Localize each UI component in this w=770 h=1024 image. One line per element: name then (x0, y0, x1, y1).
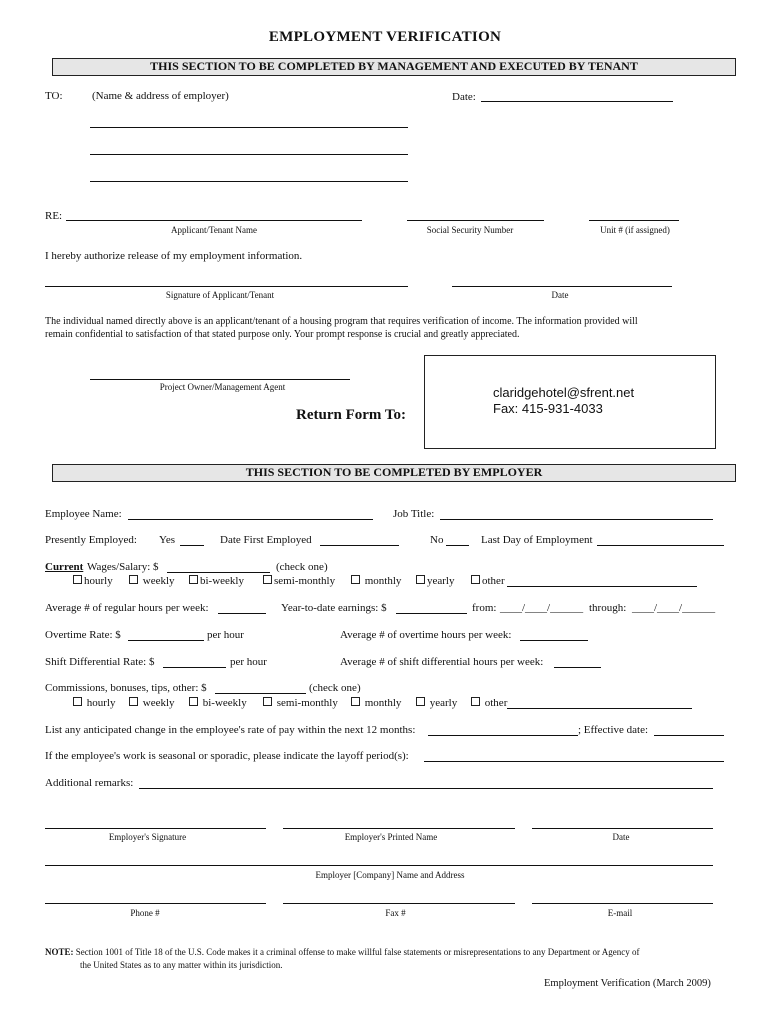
checkbox-icon (129, 575, 138, 584)
return-email: claridgehotel@sfrent.net (493, 385, 635, 400)
date-first-label: Date First Employed (220, 534, 312, 546)
to-hint: (Name & address of employer) (92, 90, 229, 102)
yes-label: Yes (159, 534, 176, 546)
job-title-label: Job Title: (393, 508, 435, 520)
seasonal-label: If the employee's work is seasonal or sporadic, please indicate the layoff period(s): (45, 750, 409, 762)
note-label: NOTE: (45, 947, 74, 957)
employer-company-caption: Employer [Company] Name and Address (315, 870, 465, 880)
applicant-name-field[interactable] (66, 220, 362, 221)
avg-hours-label: Average # of regular hours per week: (45, 602, 209, 614)
no-field[interactable] (446, 545, 469, 546)
through-label: through: (589, 602, 627, 614)
through-date-field[interactable]: ____/____/______ (632, 602, 716, 614)
checkbox-icon (263, 575, 272, 584)
employer-address-line-3[interactable] (90, 181, 408, 182)
shift-rate-label: Shift Differential Rate: $ (45, 656, 155, 668)
to-label: TO: (45, 90, 63, 102)
checkbox-icon (73, 697, 82, 706)
email-caption: E-mail (607, 908, 633, 918)
applicant-signature-field[interactable] (45, 286, 408, 287)
authorize-text: I hereby authorize release of my employment information. (45, 250, 303, 262)
avg-shift-label: Average # of shift differential hours per week: (340, 656, 544, 668)
note-line-1 (45, 947, 639, 957)
date-field[interactable] (481, 101, 673, 102)
notice-line-2: remain confidential to satisfaction of that stated purpose only. Your prompt response is crucial and greatly appreciated. (45, 329, 520, 340)
wages-yearly-option[interactable]: yearly (416, 575, 454, 587)
presently-employed-label: Presently Employed: (45, 534, 137, 546)
return-label: Return Form To: (296, 407, 406, 423)
comm-biweekly-option[interactable]: bi-weekly (189, 697, 247, 709)
checkbox-icon (471, 575, 480, 584)
current-label: Current (45, 561, 84, 573)
wages-label: Wages/Salary: $ (87, 561, 159, 573)
wages-hourly-option[interactable]: hourly (73, 575, 113, 587)
effective-label: ; Effective date: (578, 724, 649, 736)
re-label: RE: (45, 210, 63, 222)
avg-overtime-label: Average # of overtime hours per week: (340, 629, 512, 641)
employer-signature-field[interactable] (45, 828, 266, 829)
note-text-1: Section 1001 of Title 18 of the U.S. Code makes it a criminal offense to make willful false statements or misrepresentations to any Department or Agency of (75, 947, 640, 957)
wages-other-field[interactable] (507, 586, 697, 587)
unit-caption: Unit # (if assigned) (600, 225, 670, 235)
return-fax: Fax: 415-931-4033 (493, 401, 603, 416)
wages-field[interactable] (167, 572, 270, 573)
checkbox-icon (351, 575, 360, 584)
overtime-per-hour: per hour (207, 629, 244, 641)
wages-monthly-option[interactable]: monthly (351, 575, 401, 587)
comm-yearly-option[interactable]: yearly (416, 697, 457, 709)
effective-date-field[interactable] (654, 735, 724, 736)
employee-name-field[interactable] (128, 519, 373, 520)
phone-field[interactable] (45, 903, 266, 904)
comm-weekly-option[interactable]: weekly (129, 697, 175, 709)
avg-shift-field[interactable] (554, 667, 601, 668)
fax-field[interactable] (283, 903, 515, 904)
owner-signature-field[interactable] (90, 379, 350, 380)
applicant-caption: Applicant/Tenant Name (170, 225, 258, 235)
date-caption: Date (551, 290, 569, 300)
employer-date-caption: Date (612, 832, 630, 842)
shift-per-hour: per hour (230, 656, 267, 668)
wages-semimonthly-option[interactable]: semi-monthly (263, 575, 335, 587)
checkbox-icon (416, 575, 425, 584)
remarks-field[interactable] (139, 788, 713, 789)
checkbox-icon (263, 697, 272, 706)
ssn-caption: Social Security Number (426, 225, 514, 235)
comm-semimonthly-option[interactable]: semi-monthly (263, 697, 338, 709)
section2-header: THIS SECTION TO BE COMPLETED BY EMPLOYER (52, 464, 736, 482)
overtime-rate-field[interactable] (128, 640, 204, 641)
avg-overtime-field[interactable] (520, 640, 588, 641)
return-address-box (424, 355, 716, 449)
applicant-signature-date-field[interactable] (452, 286, 672, 287)
avg-hours-field[interactable] (218, 613, 266, 614)
footer-text: Employment Verification (March 2009) (544, 978, 711, 989)
employer-date-field[interactable] (532, 828, 713, 829)
from-label: from: (472, 602, 497, 614)
commissions-label: Commissions, bonuses, tips, other: $ (45, 682, 207, 694)
form-title: EMPLOYMENT VERIFICATION (268, 29, 502, 45)
remarks-label: Additional remarks: (45, 777, 134, 789)
unit-field[interactable] (589, 220, 679, 221)
check-one-label: (check one) (276, 561, 328, 573)
employer-printed-caption: Employer's Printed Name (344, 832, 438, 842)
comm-other-field[interactable] (507, 708, 692, 709)
comm-other-option[interactable]: other (471, 697, 507, 709)
last-day-field[interactable] (597, 545, 724, 546)
checkbox-icon (129, 697, 138, 706)
owner-caption: Project Owner/Management Agent (159, 382, 286, 392)
from-date-field[interactable]: ____/____/______ (500, 602, 584, 614)
comm-monthly-option[interactable]: monthly (351, 697, 401, 709)
employer-signature-caption: Employer's Signature (108, 832, 187, 842)
phone-caption: Phone # (130, 908, 160, 918)
ssn-field[interactable] (407, 220, 544, 221)
wages-weekly-option[interactable]: weekly (129, 575, 175, 587)
seasonal-field[interactable] (424, 761, 724, 762)
checkbox-icon (416, 697, 425, 706)
employer-printed-field[interactable] (283, 828, 515, 829)
commissions-check-one: (check one) (309, 682, 361, 694)
ytd-label: Year-to-date earnings: $ (281, 602, 387, 614)
overtime-rate-label: Overtime Rate: $ (45, 629, 121, 641)
no-label: No (430, 534, 444, 546)
fax-caption: Fax # (385, 908, 406, 918)
wages-other-option[interactable]: other (471, 575, 505, 587)
email-field[interactable] (532, 903, 713, 904)
ytd-field[interactable] (396, 613, 467, 614)
checkbox-icon (351, 697, 360, 706)
date-label: Date: (452, 91, 476, 103)
job-title-field[interactable] (440, 519, 713, 520)
section1-header: THIS SECTION TO BE COMPLETED BY MANAGEMENT AND EXECUTED BY TENANT (52, 58, 736, 76)
employer-address-line-1[interactable] (90, 127, 408, 128)
checkbox-icon (471, 697, 480, 706)
change-label: List any anticipated change in the employee's rate of pay within the next 12 months: (45, 724, 416, 736)
employer-company-field[interactable] (45, 865, 713, 866)
yes-field[interactable] (180, 545, 204, 546)
last-day-label: Last Day of Employment (481, 534, 593, 546)
signature-caption: Signature of Applicant/Tenant (165, 290, 275, 300)
checkbox-icon (189, 697, 198, 706)
employee-name-label: Employee Name: (45, 508, 122, 520)
commissions-field[interactable] (215, 693, 306, 694)
wages-biweekly-option[interactable]: bi-weekly (189, 575, 244, 587)
checkbox-icon (73, 575, 82, 584)
checkbox-icon (189, 575, 198, 584)
change-field[interactable] (428, 735, 578, 736)
date-first-field[interactable] (320, 545, 399, 546)
note-line-2: the United States as to any matter within its jurisdiction. (80, 960, 283, 970)
notice-line-1: The individual named directly above is an applicant/tenant of a housing program that requires verification of income. The information provided will (45, 316, 638, 327)
comm-hourly-option[interactable]: hourly (73, 697, 115, 709)
employer-address-line-2[interactable] (90, 154, 408, 155)
shift-rate-field[interactable] (163, 667, 226, 668)
